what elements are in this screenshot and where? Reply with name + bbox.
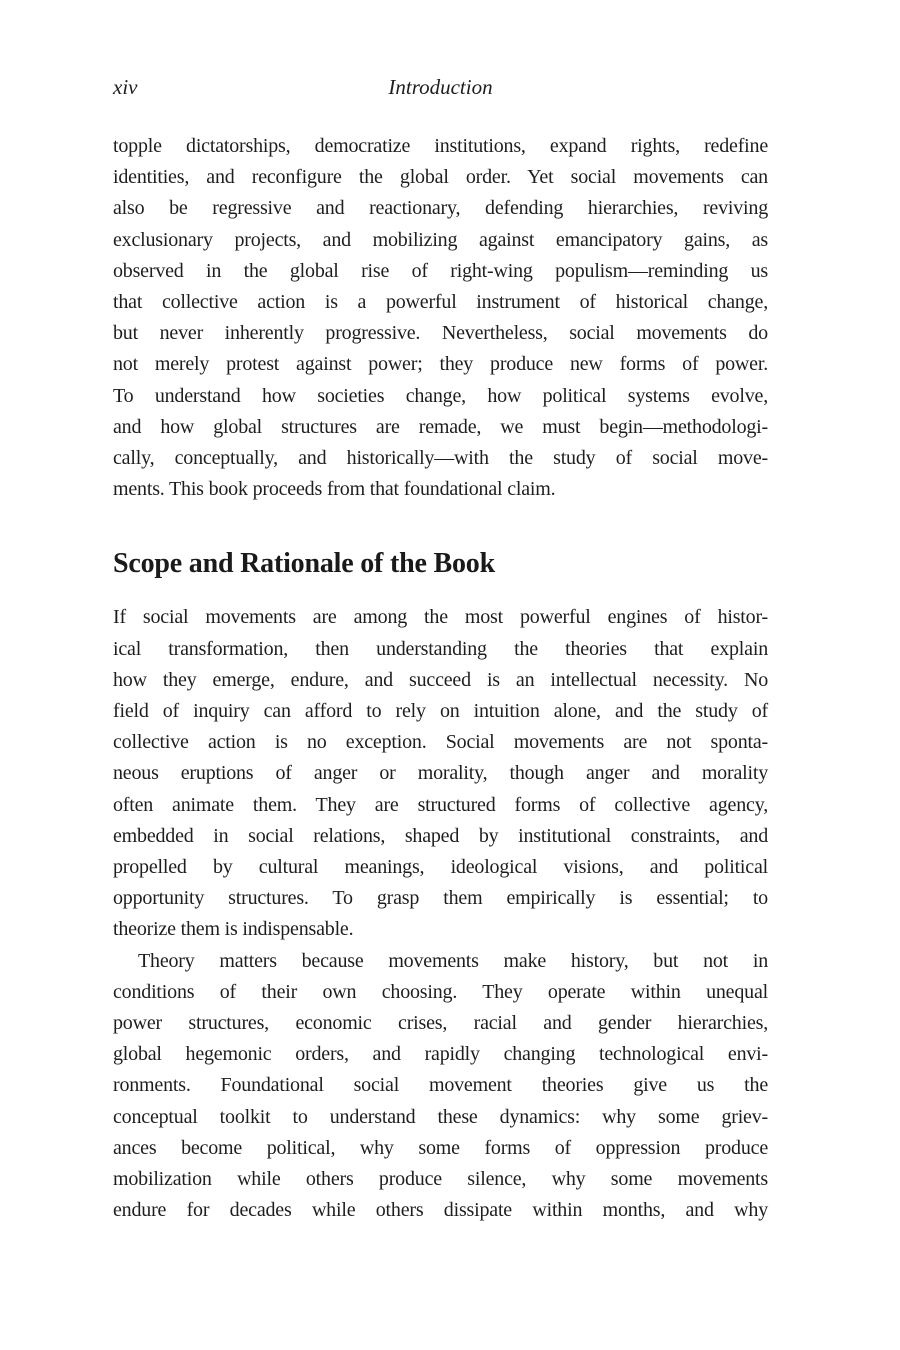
text-line: mobilization while others produce silence, why some movements [113,1168,768,1191]
text-line: and how global structures are remade, we must begin—methodologi- [113,415,768,438]
page-number: xiv [113,75,138,99]
text-line: ical transformation, then understanding the theories that explain [113,637,768,660]
text-line: cally, conceptually, and historically—with the study of social move- [113,447,768,470]
text-line: also be regressive and reactionary, defending hierarchies, reviving [113,197,768,220]
text-line: exclusionary projects, and mobilizing against emancipatory gains, as [113,228,768,251]
text-block [113,76,768,1227]
text-line: propelled by cultural meanings, ideological visions, and political [113,856,768,879]
text-line: neous eruptions of anger or morality, though anger and morality [113,762,768,785]
text-line: ronments. Foundational social movement theories give us the [113,1074,768,1097]
text-line: topple dictatorships, democratize institutions, expand rights, redefine [113,135,768,157]
paragraph-continuation [113,131,768,505]
text-line: If social movements are among the most powerful engines of histor- [113,606,768,629]
text-line: observed in the global rise of right-wing populism—reminding us [113,259,768,282]
text-line: ances become political, why some forms of oppression produce [113,1136,768,1159]
text-line: but never inherently progressive. Nevertheless, social movements do [113,322,768,345]
text-line: opportunity structures. To grasp them empirically is essential; to [113,887,768,910]
text-line: field of inquiry can afford to rely on intuition alone, and the study of [113,700,768,723]
text-line: conditions of their own choosing. They operate within unequal [113,980,768,1003]
text-line: global hegemonic orders, and rapidly changing technological envi- [113,1043,768,1066]
text-line: often animate them. They are structured forms of collective agency, [113,793,768,816]
section-heading: Scope and Rationale of the Book [113,548,495,580]
text-line: theorize them is indispensable. [113,918,354,941]
text-line: collective action is no exception. Social movements are not sponta- [113,731,768,754]
text-line: how they emerge, endure, and succeed is an intellectual necessity. No [113,668,768,691]
text-line: embedded in social relations, shaped by institutional constraints, and [113,824,768,847]
text-line: that collective action is a powerful instrument of historical change, [113,291,768,314]
running-title: Introduction [388,75,493,99]
running-head [113,76,768,99]
paragraph-scope-1 [113,602,768,945]
text-line: endure for decades while others dissipate within months, and why [113,1199,768,1222]
text-line: To understand how societies change, how political systems evolve, [113,384,768,407]
text-line: not merely protest against power; they produce new forms of power. [113,353,768,376]
text-line: Theory matters because movements make history, but not in [138,949,768,972]
text-line: identities, and reconfigure the global order. Yet social movements can [113,166,768,189]
text-line: ments. This book proceeds from that foundational claim. [113,478,556,501]
text-line: conceptual toolkit to understand these dynamics: why some griev- [113,1105,768,1128]
paragraph-scope-2 [113,946,768,1227]
text-line: power structures, economic crises, racial and gender hierarchies, [113,1012,768,1035]
